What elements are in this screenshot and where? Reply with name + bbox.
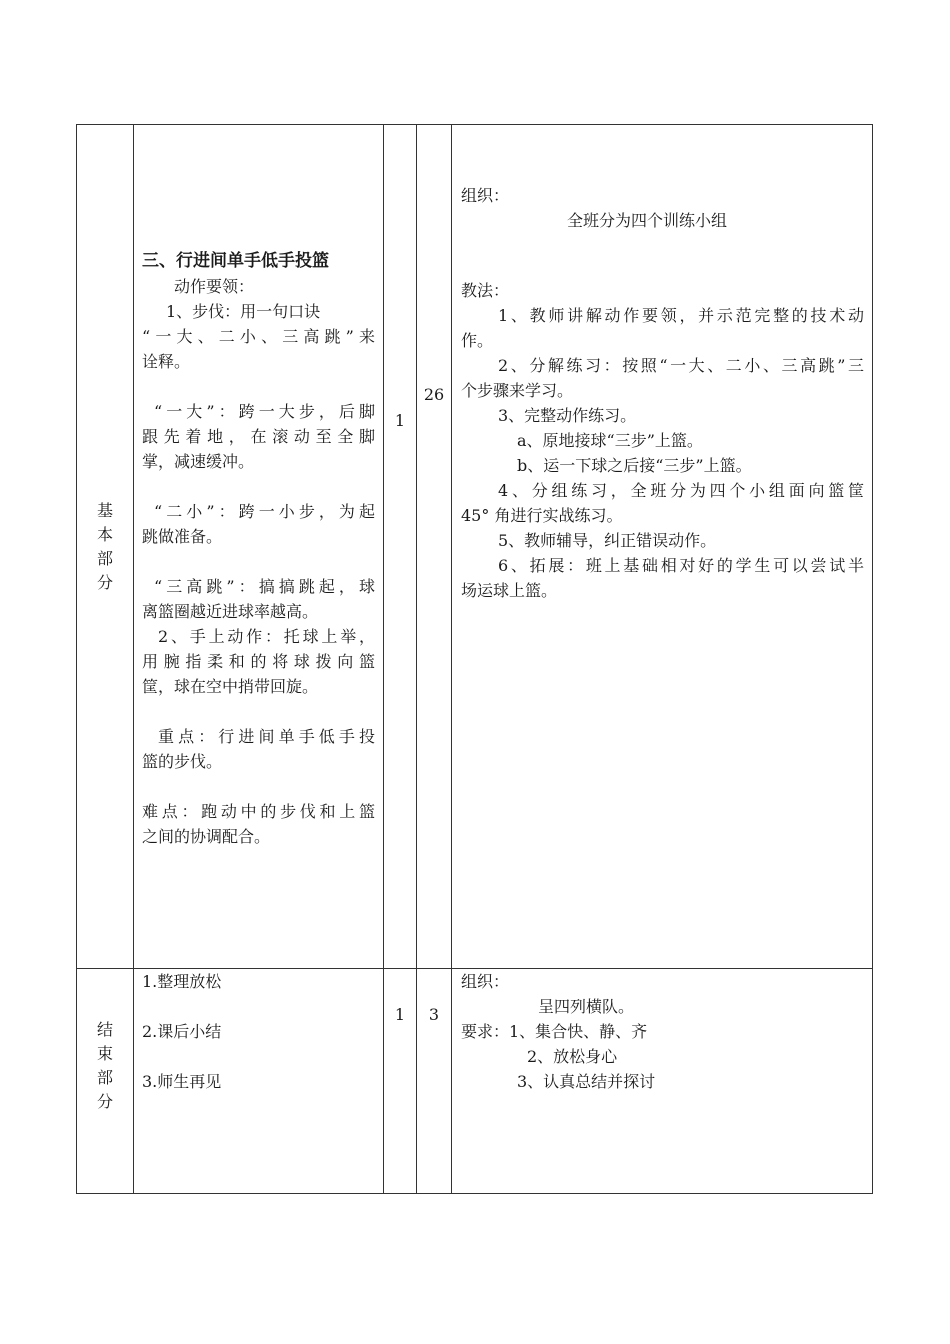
- teaching-line: 45° 角进行实战练习。: [461, 506, 623, 525]
- teaching-line: 个步骤来学习。: [461, 381, 574, 400]
- section-char: 分: [96, 1092, 113, 1111]
- organization-text: 全班分为四个训练小组: [567, 211, 728, 230]
- teaching-line: a、原地接球“三步”上篮。: [517, 431, 703, 450]
- section-char: 部: [96, 548, 113, 568]
- organization-label: 组织：: [461, 186, 510, 205]
- content-line: 跳做准备。: [142, 527, 223, 546]
- content-line: 跟先着地，在滚动至全脚: [142, 427, 375, 446]
- requirement-line: 3、认真总结并探讨: [517, 1072, 656, 1091]
- count-cell-main: [384, 125, 417, 969]
- content-line: “三高跳”：搞搞跳起，球: [154, 577, 375, 596]
- teaching-line: 5、教师辅导，纠正错误动作。: [498, 531, 717, 550]
- organization-label: 组织：: [461, 972, 510, 991]
- content-cell-end: [134, 969, 384, 1194]
- requirement-line: 要求：1、集合快、静、齐: [461, 1022, 648, 1041]
- content-line: 掌，减速缓冲。: [142, 452, 255, 471]
- content-line: “二小”：跨一小步，为起: [154, 502, 375, 521]
- end-item: 1.整理放松: [142, 972, 222, 991]
- lesson-plan-table: [76, 124, 873, 1194]
- table-row-main: [77, 125, 873, 969]
- time-cell-main: [417, 125, 452, 969]
- teaching-label: 教法：: [461, 281, 510, 300]
- content-line: 用腕指柔和的将球拨向篮: [142, 652, 375, 671]
- content-line: “一大”：跨一大步，后脚: [154, 402, 375, 421]
- key-point-cont: 篮的步伐。: [142, 752, 223, 771]
- end-item: 3.师生再见: [142, 1072, 222, 1091]
- time-value: 3: [428, 1005, 440, 1024]
- section-label-main: [77, 125, 134, 969]
- section-label-end: [77, 969, 134, 1194]
- teaching-line: 场运球上篮。: [461, 581, 558, 600]
- content-title: 三、行进间单手低手投篮: [142, 251, 329, 271]
- content-line: “一大、二小、三高跳”来: [142, 327, 375, 346]
- organization-text: 呈四列横队。: [538, 997, 635, 1016]
- count-value: 1: [394, 411, 406, 430]
- section-char: 分: [96, 572, 113, 592]
- time-cell-end: [417, 969, 452, 1194]
- time-value: 26: [423, 385, 445, 404]
- teaching-line: 4、分组练习，全班分为四个小组面向篮筐: [498, 481, 864, 500]
- content-line: 离篮圈越近进球率越高。: [142, 602, 319, 621]
- teaching-line: 1、教师讲解动作要领，并示范完整的技术动: [498, 306, 864, 325]
- content-line: 1、步伐：用一句口诀: [166, 302, 321, 321]
- end-item: 2.课后小结: [142, 1022, 222, 1041]
- requirement-line: 2、放松身心: [527, 1047, 618, 1066]
- section-char: 束: [96, 1044, 113, 1063]
- table-row-end: [77, 969, 873, 1194]
- count-value: 1: [394, 1005, 406, 1024]
- teaching-line: b、运一下球之后接“三步”上篮。: [517, 456, 752, 475]
- content-cell-main: [134, 125, 384, 969]
- method-cell-main: [452, 125, 873, 969]
- teaching-line: 作。: [461, 331, 494, 350]
- count-cell-end: [384, 969, 417, 1194]
- content-line: 诠释。: [142, 352, 191, 371]
- difficulty-cont: 之间的协调配合。: [142, 827, 271, 846]
- teaching-line: 6、拓展：班上基础相对好的学生可以尝试半: [498, 556, 864, 575]
- section-char: 结: [96, 1020, 113, 1039]
- teaching-line: 3、完整动作练习。: [498, 406, 637, 425]
- key-point: 重点：行进间单手低手投: [158, 727, 375, 746]
- content-line: 2、手上动作：托球上举，: [158, 627, 375, 646]
- method-cell-end: [452, 969, 873, 1194]
- content-line: 筐，球在空中捎带回旋。: [142, 677, 319, 696]
- difficulty: 难点：跑动中的步伐和上篮: [142, 802, 375, 821]
- teaching-line: 2、分解练习：按照“一大、二小、三高跳”三: [498, 356, 864, 375]
- section-char: 本: [96, 524, 113, 544]
- content-subtitle: 动作要领：: [174, 277, 255, 296]
- section-char: 基: [96, 500, 113, 520]
- section-char: 部: [96, 1068, 113, 1087]
